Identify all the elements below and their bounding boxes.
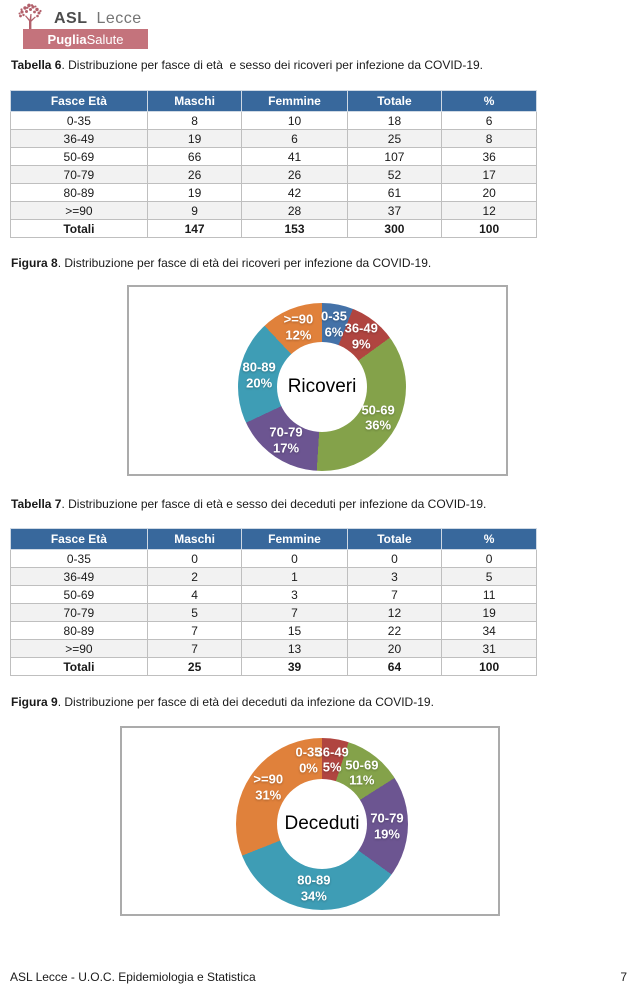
table7-caption-text: . Distribuzione per fasce di età e sesso dei deceduti per infezione da COVID-19. bbox=[61, 497, 487, 511]
donut-slice-label: >=90 31% bbox=[253, 771, 284, 803]
table-totals-row bbox=[11, 658, 537, 676]
table-cell: 39 bbox=[242, 658, 347, 676]
table-cell: 66 bbox=[147, 148, 242, 166]
table-cell: 80-89 bbox=[11, 622, 148, 640]
donut-slice-label: 0-35 0% bbox=[295, 744, 322, 776]
asl-text: ASL bbox=[54, 10, 88, 27]
fig9-caption bbox=[11, 695, 434, 709]
table-cell: 25 bbox=[147, 658, 242, 676]
table7-caption-label: Tabella 7 bbox=[11, 497, 62, 511]
table-cell: 11 bbox=[442, 586, 537, 604]
table-cell: 18 bbox=[347, 112, 442, 130]
tree-logo-icon bbox=[14, 2, 46, 32]
table-cell: 15 bbox=[242, 622, 347, 640]
table-cell: 20 bbox=[347, 640, 442, 658]
donut-slice-label: 70-79 17% bbox=[269, 424, 303, 455]
table-cell: 8 bbox=[442, 130, 537, 148]
table-cell: >=90 bbox=[11, 202, 148, 220]
fig8-caption bbox=[11, 256, 431, 270]
table6-caption bbox=[11, 58, 483, 72]
donut-slice-label: 50-69 36% bbox=[361, 402, 395, 433]
ricoveri-table bbox=[10, 90, 537, 238]
table-cell: 31 bbox=[442, 640, 537, 658]
table-cell: 12 bbox=[347, 604, 442, 622]
ricoveri-center-label: Ricoveri bbox=[287, 376, 357, 397]
ricoveri-donut-hole bbox=[277, 342, 367, 432]
table-cell: 147 bbox=[147, 220, 242, 238]
donut-slice-label: 36-49 5% bbox=[315, 744, 349, 775]
table-cell: Totali bbox=[11, 658, 148, 676]
table-cell: 19 bbox=[442, 604, 537, 622]
fig9-caption-text: . Distribuzione per fasce di età dei deceduti da infezione da COVID-19. bbox=[57, 695, 434, 709]
table-cell: 19 bbox=[147, 184, 242, 202]
deceduti-donut-chart bbox=[236, 738, 408, 910]
table-header-cell: Fasce Età bbox=[11, 529, 148, 550]
table-cell: 52 bbox=[347, 166, 442, 184]
table-row bbox=[11, 640, 537, 658]
table-cell: 2 bbox=[147, 568, 242, 586]
table-cell: 50-69 bbox=[11, 148, 148, 166]
table-cell: 25 bbox=[347, 130, 442, 148]
table-cell: 22 bbox=[347, 622, 442, 640]
figure-8-box bbox=[127, 285, 508, 476]
asl-lecce-wordmark bbox=[54, 10, 142, 28]
table-header-cell: % bbox=[442, 529, 537, 550]
table-header-row bbox=[11, 529, 537, 550]
table-cell: 36 bbox=[442, 148, 537, 166]
table-header-cell: Totale bbox=[347, 529, 442, 550]
table-cell: 153 bbox=[242, 220, 347, 238]
table-cell: 9 bbox=[147, 202, 242, 220]
donut-slice-label: >=90 12% bbox=[283, 311, 314, 343]
fig8-caption-text: . Distribuzione per fasce di età dei ricoveri per infezione da COVID-19. bbox=[57, 256, 432, 270]
table-header-cell: Totale bbox=[347, 91, 442, 112]
table-cell: 3 bbox=[242, 586, 347, 604]
table-cell: 3 bbox=[347, 568, 442, 586]
table-header-cell: Femmine bbox=[242, 91, 347, 112]
table-cell: 13 bbox=[242, 640, 347, 658]
table-cell: 5 bbox=[442, 568, 537, 586]
table-row bbox=[11, 166, 537, 184]
table-cell: 300 bbox=[347, 220, 442, 238]
table-cell: 36-49 bbox=[11, 568, 148, 586]
table-cell: 100 bbox=[442, 658, 537, 676]
table-cell: 50-69 bbox=[11, 586, 148, 604]
table-cell: 26 bbox=[147, 166, 242, 184]
page-number: 7 bbox=[620, 970, 627, 984]
table-header-cell: Femmine bbox=[242, 529, 347, 550]
donut-slice-label: 50-69 11% bbox=[345, 757, 379, 788]
deceduti-table bbox=[10, 528, 537, 676]
table-cell: Totali bbox=[11, 220, 148, 238]
table-cell: 36-49 bbox=[11, 130, 148, 148]
table-cell: 10 bbox=[242, 112, 347, 130]
footer-left-text: ASL Lecce - U.O.C. Epidemiologia e Statistica bbox=[10, 970, 256, 984]
ricoveri-donut-chart bbox=[238, 303, 406, 471]
table-row bbox=[11, 112, 537, 130]
table-cell: 100 bbox=[442, 220, 537, 238]
table-header-cell: Maschi bbox=[147, 529, 242, 550]
table-row bbox=[11, 148, 537, 166]
donut-slice-label: 80-89 20% bbox=[242, 359, 276, 390]
salute-text: Salute bbox=[86, 31, 124, 47]
deceduti-center-label: Deceduti bbox=[284, 813, 360, 834]
table-cell: >=90 bbox=[11, 640, 148, 658]
table-header-cell: % bbox=[442, 91, 537, 112]
table-cell: 7 bbox=[242, 604, 347, 622]
table-cell: 61 bbox=[347, 184, 442, 202]
donut-slice-label: 70-79 19% bbox=[370, 810, 404, 842]
table-header-cell: Maschi bbox=[147, 91, 242, 112]
table-cell: 4 bbox=[147, 586, 242, 604]
table6-caption-text: . Distribuzione per fasce di età e sesso dei ricoveri per infezione da COVID-19. bbox=[61, 58, 484, 72]
table-cell: 70-79 bbox=[11, 166, 148, 184]
table-cell: 37 bbox=[347, 202, 442, 220]
page-footer bbox=[0, 970, 643, 984]
fig8-caption-label: Figura 8 bbox=[11, 256, 58, 270]
puglia-text: Puglia bbox=[47, 31, 87, 47]
table-cell: 7 bbox=[147, 622, 242, 640]
table-cell: 0 bbox=[147, 550, 242, 568]
table-row bbox=[11, 568, 537, 586]
table-cell: 12 bbox=[442, 202, 537, 220]
table-cell: 64 bbox=[347, 658, 442, 676]
table-cell: 0 bbox=[442, 550, 537, 568]
pugliasalute-banner bbox=[23, 29, 148, 49]
table7-caption bbox=[11, 497, 486, 511]
table-cell: 19 bbox=[147, 130, 242, 148]
table-cell: 7 bbox=[147, 640, 242, 658]
table-row bbox=[11, 184, 537, 202]
table-cell: 0-35 bbox=[11, 112, 148, 130]
deceduti-donut-hole bbox=[277, 779, 367, 869]
table-row bbox=[11, 202, 537, 220]
table-cell: 8 bbox=[147, 112, 242, 130]
table-row bbox=[11, 130, 537, 148]
table-cell: 42 bbox=[242, 184, 347, 202]
donut-slice-label: 36-49 9% bbox=[344, 320, 378, 352]
fig9-caption-label: Figura 9 bbox=[11, 695, 58, 709]
table-cell: 26 bbox=[242, 166, 347, 184]
table-row bbox=[11, 604, 537, 622]
table-cell: 20 bbox=[442, 184, 537, 202]
table-cell: 41 bbox=[242, 148, 347, 166]
table-cell: 0-35 bbox=[11, 550, 148, 568]
table-row bbox=[11, 586, 537, 604]
table-cell: 28 bbox=[242, 202, 347, 220]
table-cell: 70-79 bbox=[11, 604, 148, 622]
table-row bbox=[11, 622, 537, 640]
table-header-row bbox=[11, 91, 537, 112]
table-cell: 6 bbox=[242, 130, 347, 148]
table-cell: 5 bbox=[147, 604, 242, 622]
table-totals-row bbox=[11, 220, 537, 238]
table-cell: 6 bbox=[442, 112, 537, 130]
figure-9-box bbox=[120, 726, 500, 916]
table-cell: 7 bbox=[347, 586, 442, 604]
table-row bbox=[11, 550, 537, 568]
donut-slice-label: 80-89 34% bbox=[297, 872, 331, 904]
table-cell: 0 bbox=[347, 550, 442, 568]
table-cell: 0 bbox=[242, 550, 347, 568]
table-cell: 17 bbox=[442, 166, 537, 184]
lecce-text: Lecce bbox=[96, 10, 142, 27]
table-cell: 80-89 bbox=[11, 184, 148, 202]
table-header-cell: Fasce Età bbox=[11, 91, 148, 112]
table-cell: 1 bbox=[242, 568, 347, 586]
table6-caption-label: Tabella 6 bbox=[11, 58, 62, 72]
donut-slice-label: 0-35 6% bbox=[320, 308, 347, 340]
table-cell: 107 bbox=[347, 148, 442, 166]
table-cell: 34 bbox=[442, 622, 537, 640]
